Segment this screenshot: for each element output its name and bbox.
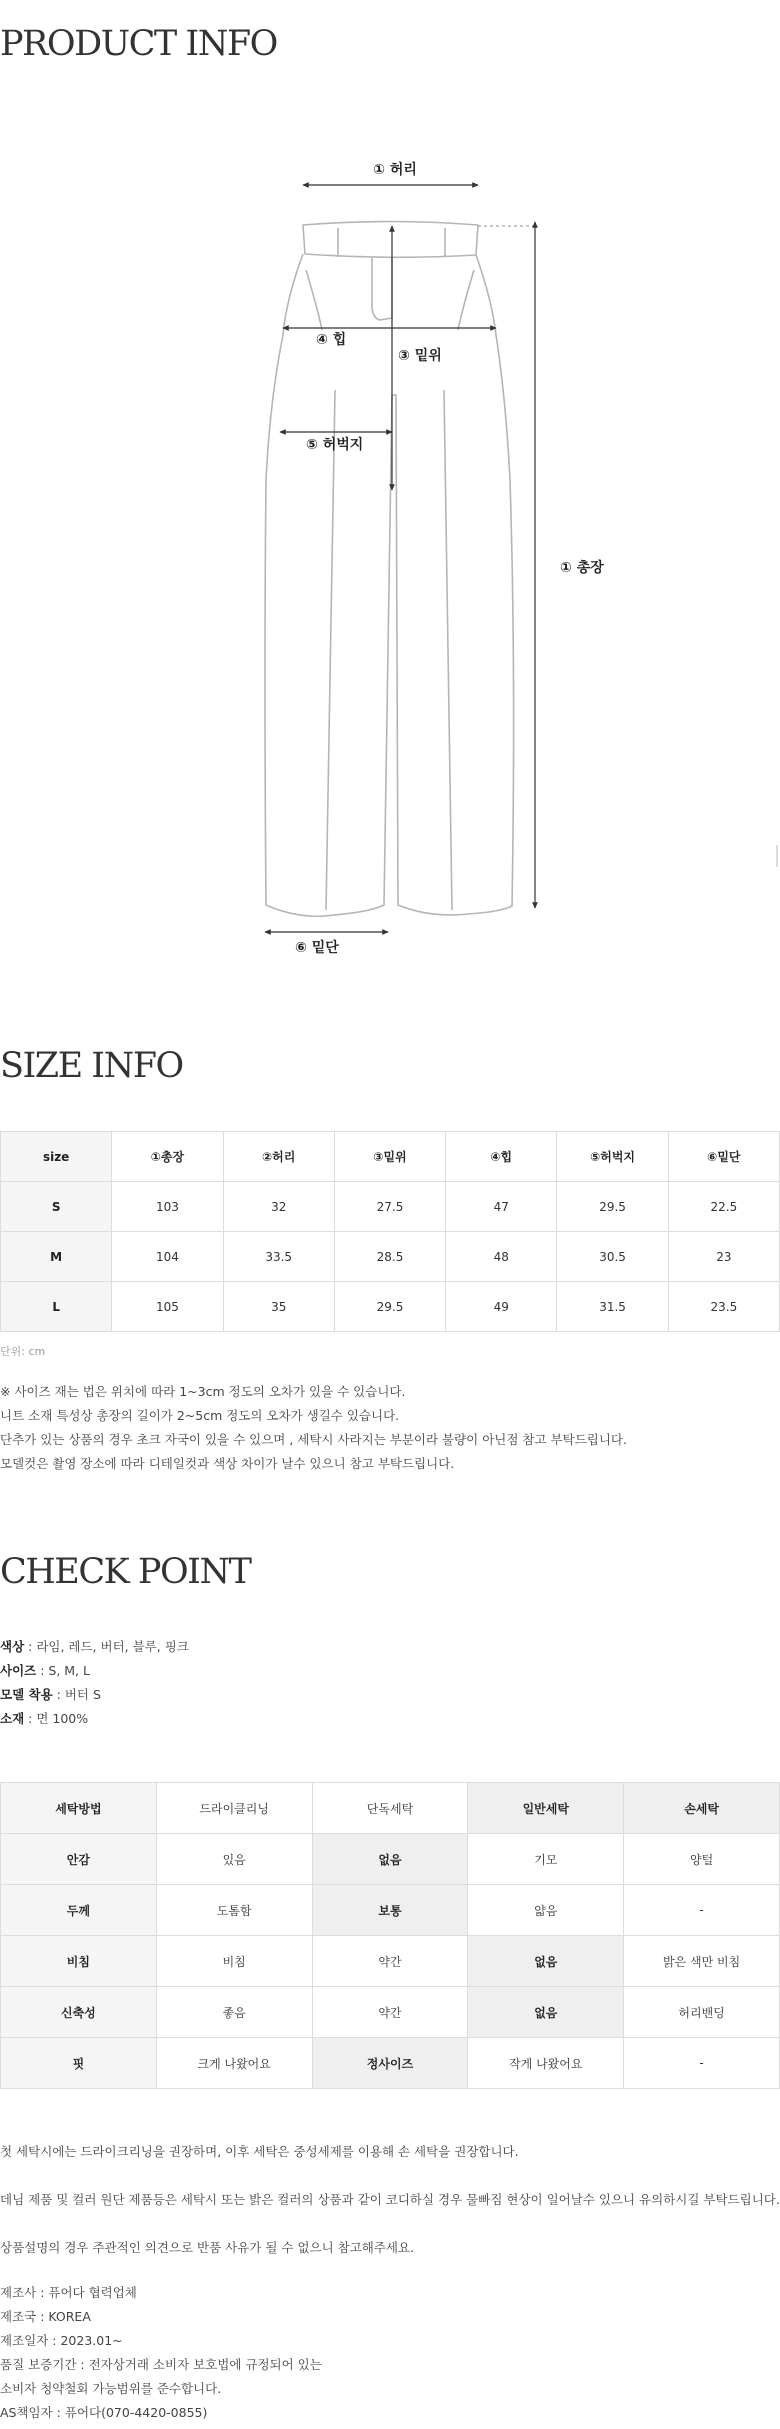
spec-size: 사이즈 : S, M, L: [0, 1663, 90, 1678]
table-cell-selected: 보통: [312, 1885, 468, 1936]
table-cell: 29.5: [557, 1182, 668, 1232]
measure-arrows: [265, 185, 535, 932]
table-cell: L: [1, 1282, 112, 1332]
note-line: 모델컷은 촬영 장소에 따라 디테일컷과 색상 차이가 날수 있으니 참고 부탁드립니다.: [0, 1456, 455, 1471]
table-cell: 22.5: [668, 1182, 779, 1232]
table-cell: 밝은 색만 비침: [624, 1936, 780, 1987]
table-cell: 양털: [624, 1834, 780, 1885]
label-thigh: ⑤ 허벅지: [306, 437, 364, 453]
label-hem: ⑥ 밑단: [295, 940, 339, 956]
table-cell: 약간: [312, 1936, 468, 1987]
spec-model: 모델 착용 : 버터 S: [0, 1687, 101, 1702]
table-cell-selected: 없음: [468, 1936, 624, 1987]
check-point-table: [0, 1782, 780, 2089]
manufacturer-info: [0, 2281, 322, 2425]
wash-note: 첫 세탁시에는 드라이크리닝을 권장하며, 이후 세탁은 중성세제를 이용해 손 세탁을 권장합니다.: [0, 2144, 519, 2159]
table-row: [1, 1232, 780, 1282]
table-cell: 단독세탁: [312, 1783, 468, 1834]
mfr-line: 품질 보증기간 : 전자상거래 소비자 보호법에 규정되어 있는: [0, 2357, 322, 2372]
table-header: ⑤허벅지: [557, 1132, 668, 1182]
table-row: [1, 1132, 780, 1182]
subjective-note: 상품설명의 경우 주관적인 의견으로 반품 사유가 될 수 없으니 참고해주세요.: [0, 2240, 415, 2255]
table-header: ①총장: [112, 1132, 223, 1182]
row-label: 안감: [1, 1834, 157, 1885]
label-total-length: ① 총장: [560, 560, 604, 576]
table-row: [1, 1282, 780, 1332]
table-cell-selected: 손세탁: [624, 1783, 780, 1834]
table-row: [1, 1182, 780, 1232]
spec-color: 색상 : 라임, 레드, 버터, 블루, 핑크: [0, 1639, 189, 1654]
denim-note: 데님 제품 및 컬러 원단 제품등은 세탁시 또는 밝은 컬러의 상품과 같이 코디하실 경우 물빠짐 현상이 일어날수 있으니 유의하시길 부탁드립니다.: [0, 2192, 780, 2207]
spec-material: 소재 : 면 100%: [0, 1711, 89, 1726]
table-cell-selected: 정사이즈: [312, 2038, 468, 2089]
table-cell: 105: [112, 1282, 223, 1332]
row-label: 핏: [1, 2038, 157, 2089]
table-cell: 비침: [156, 1936, 312, 1987]
row-label: 두께: [1, 1885, 157, 1936]
table-cell: -: [624, 2038, 780, 2089]
table-cell-selected: 없음: [312, 1834, 468, 1885]
table-cell: 드라이클리닝: [156, 1783, 312, 1834]
size-notes: [0, 1380, 627, 1476]
note-line: ※ 사이즈 재는 법은 위치에 따라 1~3cm 정도의 오차가 있을 수 있습니다.: [0, 1384, 406, 1399]
mfr-line: AS책임자 : 퓨어다(070-4420-0855): [0, 2405, 208, 2420]
table-cell: 49: [446, 1282, 557, 1332]
table-cell: 28.5: [334, 1232, 445, 1282]
table-header: ⑥밑단: [668, 1132, 779, 1182]
table-cell: 허리밴딩: [624, 1987, 780, 2038]
table-cell: -: [624, 1885, 780, 1936]
table-cell: 103: [112, 1182, 223, 1232]
mfr-line: 제조사 : 퓨어다 협력업체: [0, 2285, 137, 2300]
check-point-title: CHECK POINT: [0, 1552, 251, 1592]
table-cell: 30.5: [557, 1232, 668, 1282]
table-row: [1, 2038, 780, 2089]
table-header: ③밑위: [334, 1132, 445, 1182]
table-cell: 있음: [156, 1834, 312, 1885]
table-header: ②허리: [223, 1132, 334, 1182]
row-label: 세탁방법: [1, 1783, 157, 1834]
table-cell: M: [1, 1232, 112, 1282]
table-cell-selected: 없음: [468, 1987, 624, 2038]
table-row: [1, 1834, 780, 1885]
table-cell: 기모: [468, 1834, 624, 1885]
pants-outline: [265, 222, 535, 917]
table-cell: 좋음: [156, 1987, 312, 2038]
mfr-line: 제조국 : KOREA: [0, 2309, 91, 2324]
scroll-indicator: [776, 845, 778, 867]
table-cell: 약간: [312, 1987, 468, 2038]
table-cell: 얇음: [468, 1885, 624, 1936]
size-info-title: SIZE INFO: [0, 1046, 183, 1086]
table-cell: 48: [446, 1232, 557, 1282]
mfr-line: 제조일자 : 2023.01~: [0, 2333, 123, 2348]
table-cell: 33.5: [223, 1232, 334, 1282]
mfr-line: 소비자 청약철회 가능범위를 준수합니다.: [0, 2381, 222, 2396]
note-line: 니트 소재 특성상 총장의 길이가 2~5cm 정도의 오차가 생길수 있습니다.: [0, 1408, 400, 1423]
unit-note: 단위: cm: [0, 1345, 46, 1358]
table-cell: 작게 나왔어요: [468, 2038, 624, 2089]
size-table: [0, 1131, 780, 1332]
table-cell: 31.5: [557, 1282, 668, 1332]
table-cell: 도톰함: [156, 1885, 312, 1936]
note-line: 단추가 있는 상품의 경우 초크 자국이 있을 수 있으며 , 세탁시 사라지는 부분이라 불량이 아닌점 참고 부탁드립니다.: [0, 1432, 627, 1447]
row-label: 비침: [1, 1936, 157, 1987]
table-cell: S: [1, 1182, 112, 1232]
table-cell: 23: [668, 1232, 779, 1282]
table-row: [1, 1783, 780, 1834]
table-cell: 32: [223, 1182, 334, 1232]
product-spec: [0, 1635, 189, 1731]
table-row: [1, 1885, 780, 1936]
label-hip: ④ 힙: [316, 332, 347, 348]
table-header: ④힙: [446, 1132, 557, 1182]
table-cell: 크게 나왔어요: [156, 2038, 312, 2089]
table-cell: 27.5: [334, 1182, 445, 1232]
table-row: [1, 1987, 780, 2038]
pants-diagram: [0, 150, 780, 960]
table-row: [1, 1936, 780, 1987]
label-waist: ① 허리: [373, 162, 417, 178]
row-label: 신축성: [1, 1987, 157, 2038]
table-cell: 23.5: [668, 1282, 779, 1332]
table-header: size: [1, 1132, 112, 1182]
product-info-title: PRODUCT INFO: [0, 24, 277, 64]
table-cell: 47: [446, 1182, 557, 1232]
table-cell: 29.5: [334, 1282, 445, 1332]
label-rise: ③ 밑위: [398, 348, 442, 364]
table-cell-selected: 일반세탁: [468, 1783, 624, 1834]
table-cell: 35: [223, 1282, 334, 1332]
table-cell: 104: [112, 1232, 223, 1282]
